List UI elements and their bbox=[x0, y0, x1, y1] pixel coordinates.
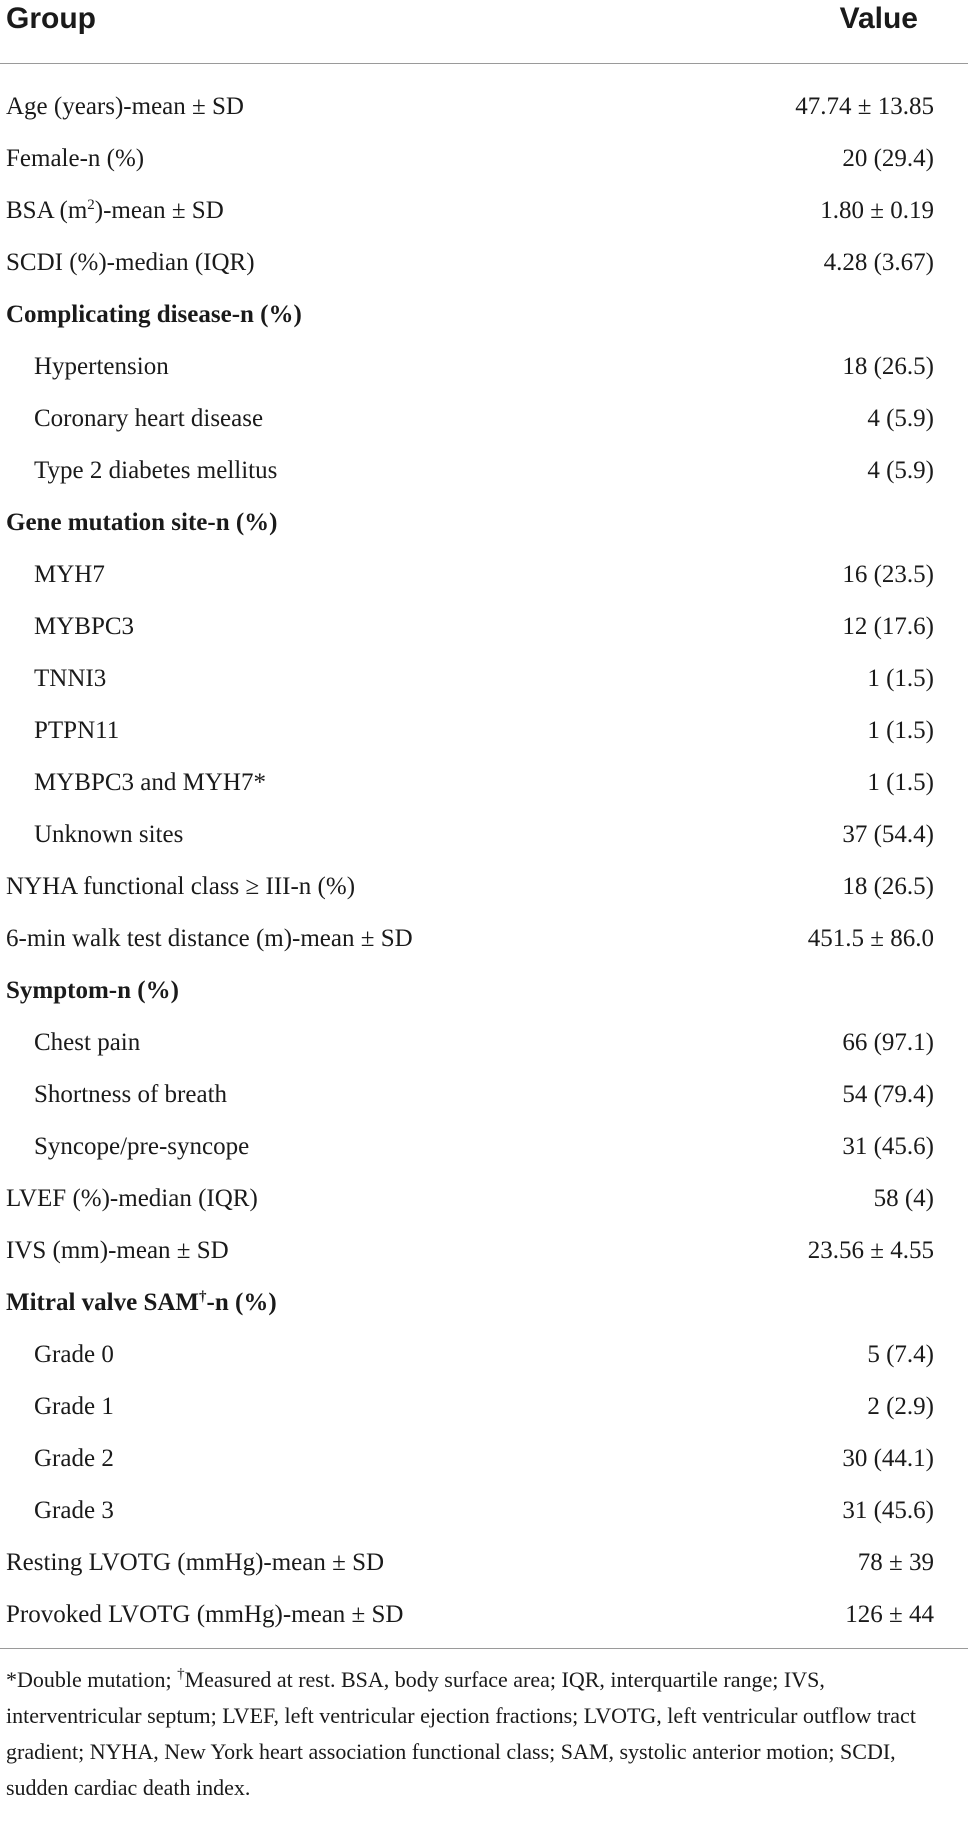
row-value: 23.56 ± 4.55 bbox=[807, 1237, 934, 1264]
row-label: Grade 1 bbox=[34, 1393, 114, 1420]
row-value: 47.74 ± 13.85 bbox=[795, 93, 934, 120]
row-value: 2 (2.9) bbox=[867, 1393, 934, 1420]
row-value: 16 (23.5) bbox=[842, 561, 934, 588]
table-row bbox=[0, 1225, 968, 1277]
row-label: Hypertension bbox=[34, 353, 169, 380]
footnote-part2: Measured at rest. BSA, body surface area; IQR, interquartile range; IVS, interventricular septum; LVEF, left ventricular ejection fractions; LVOTG, left ventricular outflow tract gradient; NYHA, New York heart association functional class; SAM, systolic anterior motion; SCDI, sudden cardiac death index. bbox=[6, 1667, 916, 1800]
table-row bbox=[0, 237, 968, 289]
table-row bbox=[0, 1017, 968, 1069]
row-value: 5 (7.4) bbox=[867, 1341, 934, 1368]
row-value: 66 (97.1) bbox=[842, 1029, 934, 1056]
table-row bbox=[0, 81, 968, 133]
row-label-text: Mitral valve SAM bbox=[6, 1289, 200, 1316]
row-label: Symptom-n (%) bbox=[6, 977, 179, 1004]
footnote-part1: *Double mutation; bbox=[6, 1667, 178, 1692]
row-value: 1 (1.5) bbox=[867, 769, 934, 796]
table-row bbox=[0, 1433, 968, 1485]
row-label-superscript: 2 bbox=[87, 197, 95, 213]
table-row bbox=[0, 549, 968, 601]
footnote-dagger: † bbox=[177, 1666, 185, 1682]
table-row bbox=[0, 861, 968, 913]
row-label: Coronary heart disease bbox=[34, 405, 264, 432]
column-header-value: Value bbox=[839, 2, 918, 35]
row-label: MYBPC3 and MYH7* bbox=[34, 769, 266, 796]
row-value: 31 (45.6) bbox=[842, 1133, 934, 1160]
row-label: Shortness of breath bbox=[34, 1081, 228, 1108]
row-label: Complicating disease-n (%) bbox=[6, 301, 302, 328]
table-row bbox=[0, 185, 968, 237]
row-value: 31 (45.6) bbox=[842, 1497, 934, 1524]
row-value: 18 (26.5) bbox=[842, 873, 934, 900]
column-header-group: Group bbox=[6, 2, 96, 35]
row-label: Gene mutation site-n (%) bbox=[6, 509, 278, 536]
row-label: Grade 2 bbox=[34, 1445, 114, 1472]
row-label: MYBPC3 bbox=[34, 613, 135, 640]
row-label: IVS (mm)-mean ± SD bbox=[6, 1237, 229, 1264]
section-header-row bbox=[0, 289, 968, 341]
table-row bbox=[0, 133, 968, 185]
table-row bbox=[0, 1485, 968, 1537]
table-row bbox=[0, 1589, 968, 1641]
row-label-text: BSA (m bbox=[6, 197, 88, 224]
row-value: 4 (5.9) bbox=[867, 457, 934, 484]
table-row bbox=[0, 1069, 968, 1121]
row-value: 30 (44.1) bbox=[842, 1445, 934, 1472]
footer-divider bbox=[0, 1648, 968, 1649]
table-row bbox=[0, 1537, 968, 1589]
row-label: Age (years)-mean ± SD bbox=[6, 93, 244, 120]
table-row bbox=[0, 1381, 968, 1433]
table-row bbox=[0, 913, 968, 965]
row-value: 4.28 (3.67) bbox=[823, 249, 934, 276]
row-value: 1.80 ± 0.19 bbox=[820, 197, 934, 224]
row-label: Grade 3 bbox=[34, 1497, 114, 1524]
section-header-row bbox=[0, 497, 968, 549]
row-value: 18 (26.5) bbox=[842, 353, 934, 380]
table-row bbox=[0, 341, 968, 393]
table-header bbox=[6, 0, 962, 64]
row-value: 54 (79.4) bbox=[842, 1081, 934, 1108]
section-header-row bbox=[0, 1277, 968, 1329]
row-label: Chest pain bbox=[34, 1029, 141, 1056]
table-body bbox=[0, 81, 968, 1641]
row-value: 58 (4) bbox=[873, 1185, 934, 1212]
table-row bbox=[0, 445, 968, 497]
table-row bbox=[0, 1329, 968, 1381]
row-label-superscript: † bbox=[199, 1289, 207, 1305]
row-value: 12 (17.6) bbox=[842, 613, 934, 640]
row-label: SCDI (%)-median (IQR) bbox=[6, 249, 255, 276]
row-label: NYHA functional class ≥ III-n (%) bbox=[6, 873, 356, 900]
row-value: 451.5 ± 86.0 bbox=[807, 925, 934, 952]
row-label: Provoked LVOTG (mmHg)-mean ± SD bbox=[6, 1601, 404, 1628]
table-row bbox=[0, 705, 968, 757]
table-row bbox=[0, 1173, 968, 1225]
row-value: 37 (54.4) bbox=[842, 821, 934, 848]
row-label: Syncope/pre-syncope bbox=[34, 1133, 250, 1160]
row-value: 20 (29.4) bbox=[842, 145, 934, 172]
row-label: Grade 0 bbox=[34, 1341, 114, 1368]
row-label: TNNI3 bbox=[34, 665, 107, 692]
row-label: PTPN11 bbox=[34, 717, 120, 744]
header-divider bbox=[0, 63, 968, 64]
row-value: 78 ± 39 bbox=[857, 1549, 934, 1576]
row-label-text: )-mean ± SD bbox=[94, 197, 224, 224]
row-label-text: -n (%) bbox=[206, 1289, 277, 1316]
row-label: MYH7 bbox=[34, 561, 105, 588]
row-value: 126 ± 44 bbox=[845, 1601, 934, 1628]
row-label: Resting LVOTG (mmHg)-mean ± SD bbox=[6, 1549, 385, 1576]
row-value: 1 (1.5) bbox=[867, 665, 934, 692]
table-footnote bbox=[6, 1662, 956, 1806]
section-header-row bbox=[0, 965, 968, 1017]
table-row bbox=[0, 1121, 968, 1173]
table-row bbox=[0, 757, 968, 809]
table-row bbox=[0, 393, 968, 445]
row-label: Type 2 diabetes mellitus bbox=[34, 457, 278, 484]
row-label bbox=[6, 1277, 277, 1329]
row-value: 4 (5.9) bbox=[867, 405, 934, 432]
table-row bbox=[0, 809, 968, 861]
row-value: 1 (1.5) bbox=[867, 717, 934, 744]
table-row bbox=[0, 601, 968, 653]
row-label: Female-n (%) bbox=[6, 145, 145, 172]
row-label: 6-min walk test distance (m)-mean ± SD bbox=[6, 925, 413, 952]
row-label bbox=[6, 185, 224, 237]
row-label: Unknown sites bbox=[34, 821, 184, 848]
table-row bbox=[0, 653, 968, 705]
row-label: LVEF (%)-median (IQR) bbox=[6, 1185, 258, 1212]
